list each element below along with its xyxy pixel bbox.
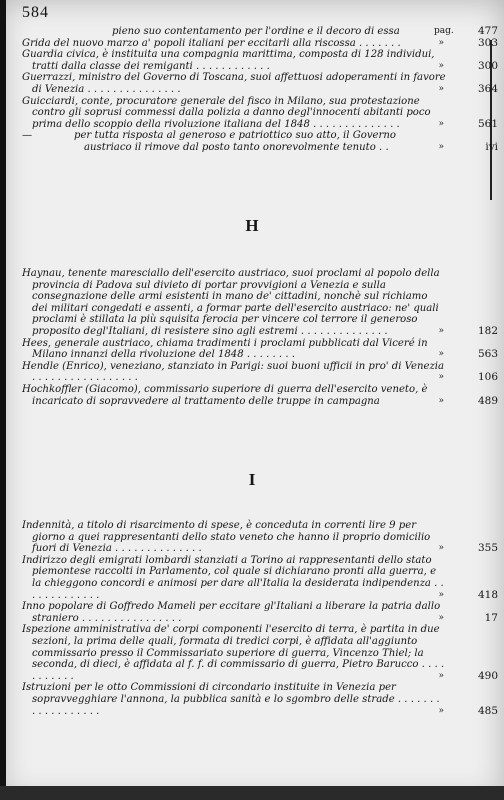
section-letter-h: H [245, 216, 259, 235]
index-entry: Ispezione amministrativa de' corpi componenti l'esercito di terra, è partita in due sezioni, la prima delle quali, formata di tredici corpi, è affidata all'aggiunto commissario presso il Commissariato superiore di guerra, Vincenzo Thiel; la seconda, di dieci, è affidata al f. f. di commissario di guerra, Pietro Barucco . . . . . . . . . . . » 490 [22, 624, 498, 682]
index-section-g [22, 25, 498, 154]
index-entry: Inno popolare di Goffredo Mameli per eccitare gl'Italiani a liberare la patria dallo straniero . . . . . . . . . . . . . . . . » 17 [22, 601, 498, 624]
index-entry-subentry: — per tutta risposta al generoso e patriottico suo atto, il Governo austriaco il rimove dal posto tanto onorevolmente tenuto . . » ivi [22, 130, 498, 153]
index-entry: pieno suo contentamento per l'ordine e il decoro di essa pag. 477 [112, 25, 498, 37]
page-bottom-edge [0, 786, 504, 800]
index-entry: Guerrazzi, ministro del Governo di Toscana, suoi affettuosi adoperamenti in favore di Venezia . . . . . . . . . . . . . . . » 364 [22, 72, 498, 95]
index-section-h [22, 268, 498, 407]
index-entry: Hendle (Enrico), veneziano, stanziato in Parigi: suoi buoni ufficii in pro' di Venezia . . . . . . . . . . . . . . . . . » 106 [22, 360, 498, 384]
index-entry: Istruzioni per le otto Commissioni di circondario instituite in Venezia per sopravvegghiare l'annona, la pubblica sanità e lo sgombro delle strade . . . . . . . . . . . . . . . . . . » 485 [22, 682, 498, 717]
index-entry: Grida del nuovo marzo a' popoli italiani per eccitarli alla riscossa . . . . . . . » 303 [22, 36, 498, 49]
page-number: 584 [22, 4, 49, 21]
section-letter-i: I [248, 470, 256, 489]
index-entry: Guardia civica, è instituita una compagnia marittima, composta di 128 individui, tratti dalla classe dei remiganti . . . . . . . . . . . . » 300 [22, 49, 498, 72]
index-entry: Hees, generale austriaco, chiama tradimenti i proclami pubblicati dal Viceré in Milano innanzi della rivoluzione del 1848 . . . . . . . . » 563 [22, 337, 498, 361]
index-entry: Indirizzo degli emigrati lombardi stanziati a Torino ai rappresentanti dello stato piemontese raccolti in Parlamento, col quale si dichiarano pronti alla guerra, e la chieggono concordi e animosi per dare all'Italia la desiderata indipendenza . . . . . . . . . . . . . » 418 [22, 554, 498, 601]
index-section-i [22, 520, 498, 717]
index-entry: Haynau, tenente maresciallo dell'esercito austriaco, suoi proclami al popolo della provincia di Padova sul divieto di portar provvigioni a Venezia e sulla consegnazione delle armi esistenti in mano de' cittadini, nonchè sul richiamo dei militari congedati e assenti, a formar parte dell'esercito austriaco: ne' quali proclami è stillata la più squisita ferocia per vincere col terrore il generoso proposito degl'Italiani, di resistere sino agli estremi . . . . . . . . . . . . . . » 182 [22, 268, 498, 337]
index-entry: Indennità, a titolo di risarcimento di spese, è conceduta in correnti lire 9 per giorno a quei rappresentanti dello stato veneto che hanno il proprio domicilio fuori di Venezia . . . . . . . . . . . . . . » 355 [22, 520, 498, 555]
index-entry: Guicciardi, conte, procuratore generale del fisco in Milano, sua protestazione contro gli soprusi commessi dalla polizia a danno degl'innocenti abitanti poco prima dello scoppio della rivoluzione italiana del 1848 . . . . . . . . . . . . . . » 561 [22, 95, 498, 130]
page-left-edge [0, 0, 6, 800]
index-entry: Hochkoffler (Giacomo), commissario superiore di guerra dell'esercito veneto, è incaricato di sopravvedere al trattamento delle truppe in campagna » 489 [22, 383, 498, 407]
